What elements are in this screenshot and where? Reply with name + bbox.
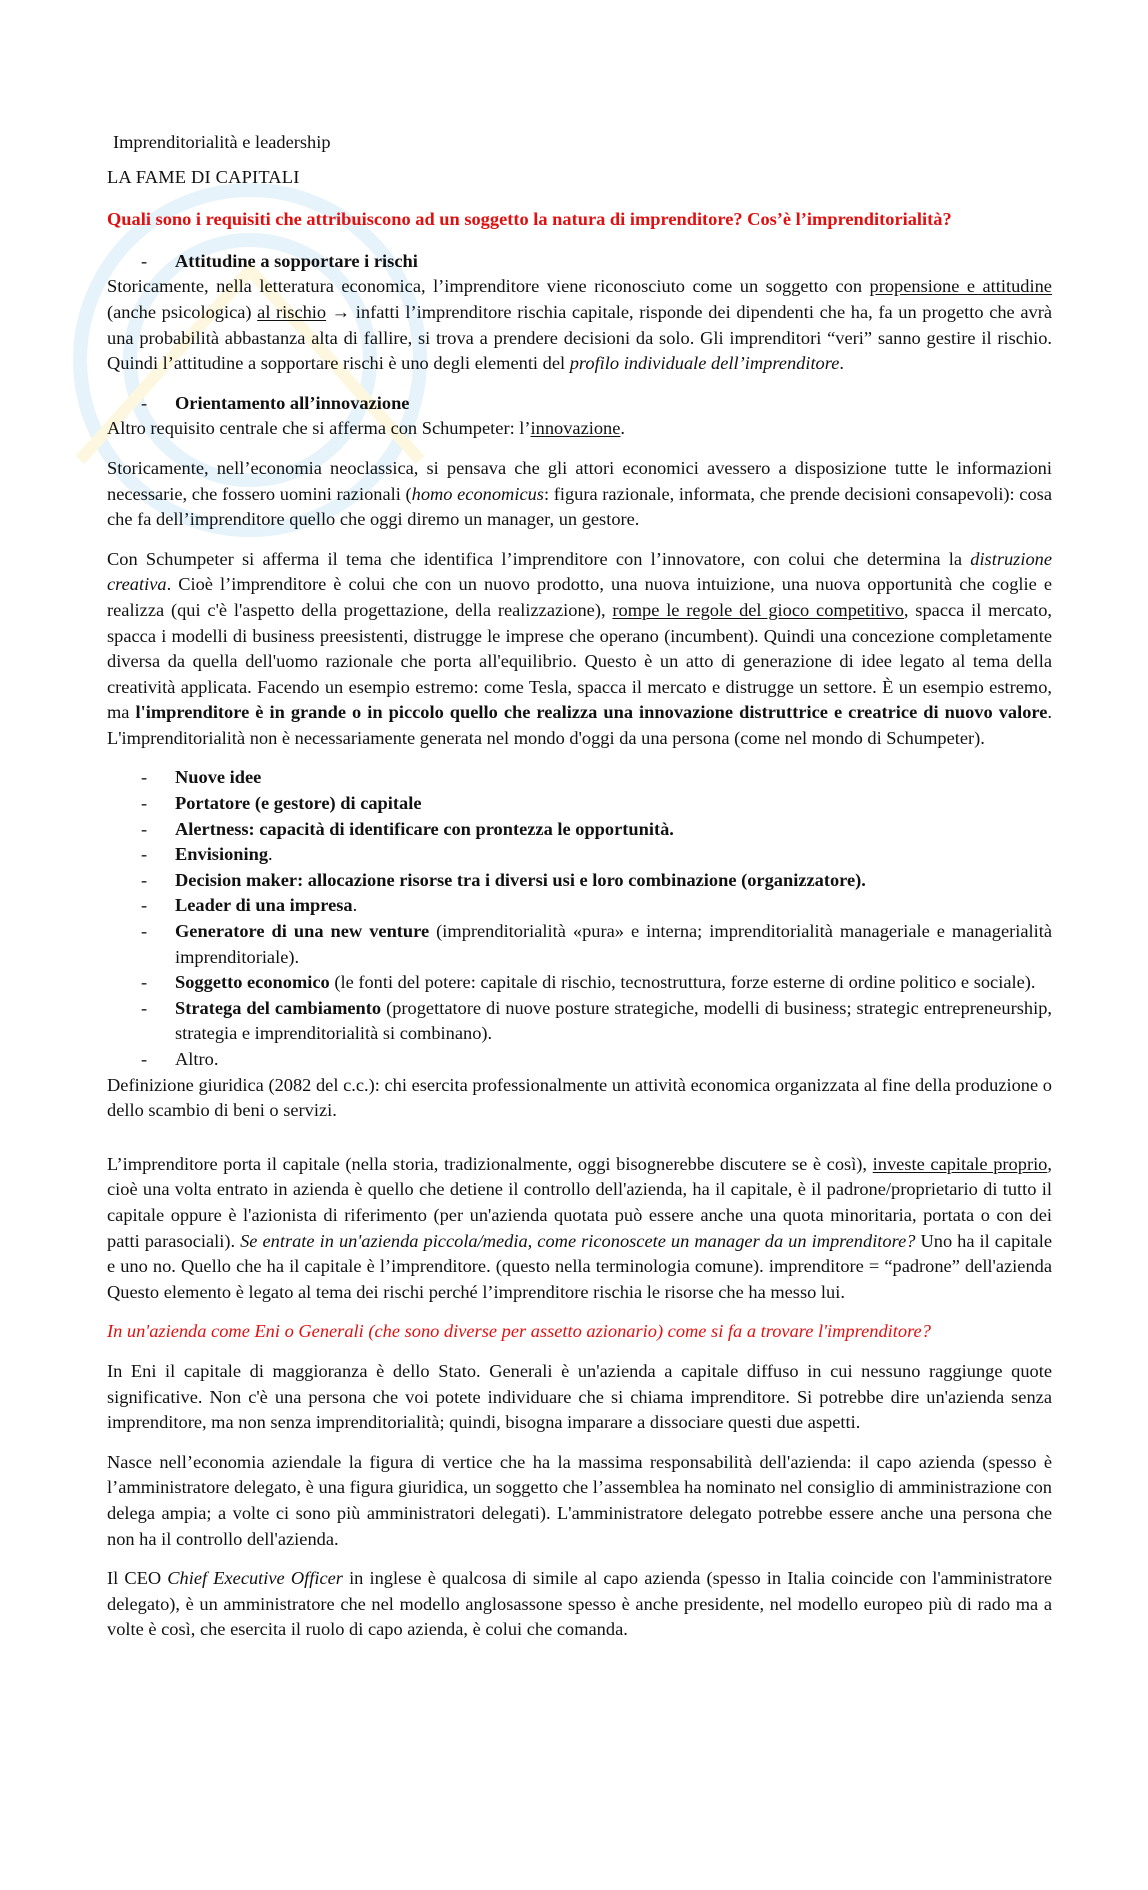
question-requisiti: Quali sono i requisiti che attribuiscono ad un soggetto la natura di imprenditore? Cos’è l’imprenditorialità? xyxy=(107,209,952,230)
list-item: - Envisioning. xyxy=(141,844,273,865)
dash-marker: - xyxy=(141,392,148,413)
paragraph-innovazione: Altro requisito centrale che si afferma con Schumpeter: l’innovazione. xyxy=(107,418,626,439)
paragraph-schumpeter: Con Schumpeter si afferma il tema che identifica l’imprenditore con l’innovatore, con colui che determina la distruzione creativa. Cioè l’imprenditore è colui che con un nuovo prodotto, una nuova intuizione, una nuova opportunità che coglie e realizza (qui c'è l'aspetto della progettazione, della realizzazione), rompe le regole del gioco competitivo, spacca il mercato, spacca i modelli di business preesistenti, distrugge le imprese che operano (incumbent). Quindi una concezione completamente diversa da quella dell'uomo razionale che porta all'equilibrio. Questo è un atto di generazione di idee legato al tema della creatività applicata. Facendo un esempio estremo: come Tesla, spacca il mercato e distrugge un settore. È un esempio estremo, ma l'imprenditore è in grande o in piccolo quello che realizza una innovazione distruttrice e creatrice di nuovo valore. L'imprenditorialità non è necessariamente generata nel mondo d'oggi da una persona (come nel mondo di Schumpeter). xyxy=(107,548,1052,748)
paragraph-neoclassica: Storicamente, nell’economia neoclassica, si pensava che gli attori economici avessero a disposizione tutte le informazioni necessarie, che fossero uomini razionali (homo economicus: figura razionale, informata, che prende decisioni consapevoli): cosa che fa dell’imprenditore quello che oggi diremo un manager, un gestore. xyxy=(107,457,1052,530)
dash-marker: - xyxy=(141,250,148,271)
list-item: - Portatore (e gestore) di capitale xyxy=(141,793,422,814)
list-item: - Stratega del cambiamento (progettatore di nuove posture strategiche, modelli di business; strategic entrepreneurship, strategia e imprenditorialità si combinano). xyxy=(141,997,1052,1044)
heading-innovazione: - Orientamento all’innovazione xyxy=(107,391,1052,417)
list-item: - Soggetto economico (le fonti del potere: capitale di rischio, tecnostruttura, forze esterne di ordine politico e sociale). xyxy=(141,972,1036,993)
list-item: - Generatore di una new venture (imprenditorialità «pura» e interna; imprenditorialità manageriale e managerialità imprenditoriale). xyxy=(141,921,1052,967)
paragraph-definizione: Definizione giuridica (2082 del c.c.): chi esercita professionalmente un attività economica organizzata al fine della produzione o dello scambio di beni o servizi. xyxy=(107,1074,1052,1121)
paragraph-rischi: Storicamente, nella letteratura economica, l’imprenditore viene riconosciuto come un soggetto con propensione e attitudine (anche psicologica) al rischio → infatti l’imprenditore rischia capitale, risponde dei dipendenti che ha, fa un progetto che avrà una probabilità abbastanza alta di fallire, si trova a prendere decisioni da solo. Gli imprenditori “veri” sanno gestire il rischio. Quindi l’attitudine a sopportare rischi è uno degli elementi del profilo individuale dell’imprenditore. xyxy=(107,276,1053,374)
paragraph-ceo: Il CEO Chief Executive Officer in inglese è qualcosa di simile al capo azienda (spesso in Italia coincide con l'amministratore delegato), è un amministratore che nel modello anglosassone spesso è anche presidente, nel modello europeo più di rado ma a volte è così, che esercita il ruolo di capo azienda, è colui che comanda. xyxy=(107,1568,1052,1640)
heading-rischi: - Attitudine a sopportare i rischi xyxy=(107,249,1052,275)
list-item: - Nuove idee xyxy=(141,767,262,788)
requisiti-list xyxy=(107,765,1052,1072)
list-item: - Alertness: capacità di identificare con prontezza le opportunità. xyxy=(141,818,674,839)
list-item: - Altro. xyxy=(141,1049,219,1069)
arrow-icon: → xyxy=(326,301,356,322)
section-title: LA FAME DI CAPITALI xyxy=(107,166,300,187)
question-eni-generali: In un'azienda come Eni o Generali (che sono diverse per assetto azionario) come si fa a trovare l'imprenditore? xyxy=(107,1321,931,1342)
document-subject: Imprenditorialità e leadership xyxy=(113,132,331,152)
paragraph-eni: In Eni il capitale di maggioranza è dello Stato. Generali è un'azienda a capitale diffuso in cui nessuno raggiunge quote significative. Non c'è una persona che voi potete individuare che si chiama imprenditore. Si potrebbe dire un'azienda senza imprenditore, ma non senza imprenditorialità; quindi, bisogna imparare a dissociare questi due aspetti. xyxy=(107,1360,1052,1433)
list-item: - Leader di una impresa. xyxy=(141,895,358,916)
paragraph-vertice: Nasce nell’economia aziendale la figura di vertice che ha la massima responsabilità dell'azienda: il capo azienda (spesso è l’amministratore delegato, è una figura giuridica, un soggetto che l’assemblea ha nominato nel consiglio di amministrazione con delega ampia; a volte ci sono più amministratori delegati). L'amministratore delegato potrebbe essere anche una persona che non ha il controllo dell'azienda. xyxy=(107,1451,1052,1549)
list-item: - Decision maker: allocazione risorse tra i diversi usi e loro combinazione (organizzatore). xyxy=(141,869,866,890)
document-page xyxy=(107,130,1052,1657)
paragraph-capitale: L’imprenditore porta il capitale (nella storia, tradizionalmente, oggi bisognerebbe discutere se è così), investe capitale proprio, cioè una volta entrato in azienda è quello che detiene il controllo dell'azienda, ha il capitale, è il padrone/proprietario di tutto il capitale oppure è l'azionista di riferimento (per un'azienda quotata può essere anche una quota minoritaria, portata o con dei patti parasociali). Se entrate in un'azienda piccola/media, come riconoscete un manager da un imprenditore? Uno ha il capitale e uno no. Quello che ha il capitale è l’imprenditore. (questo nella terminologia comune). imprenditore = “padrone” dell'azienda Questo elemento è legato al tema dei rischi perché l’imprenditore rischia le risorse che ha messo lui. xyxy=(107,1153,1052,1302)
